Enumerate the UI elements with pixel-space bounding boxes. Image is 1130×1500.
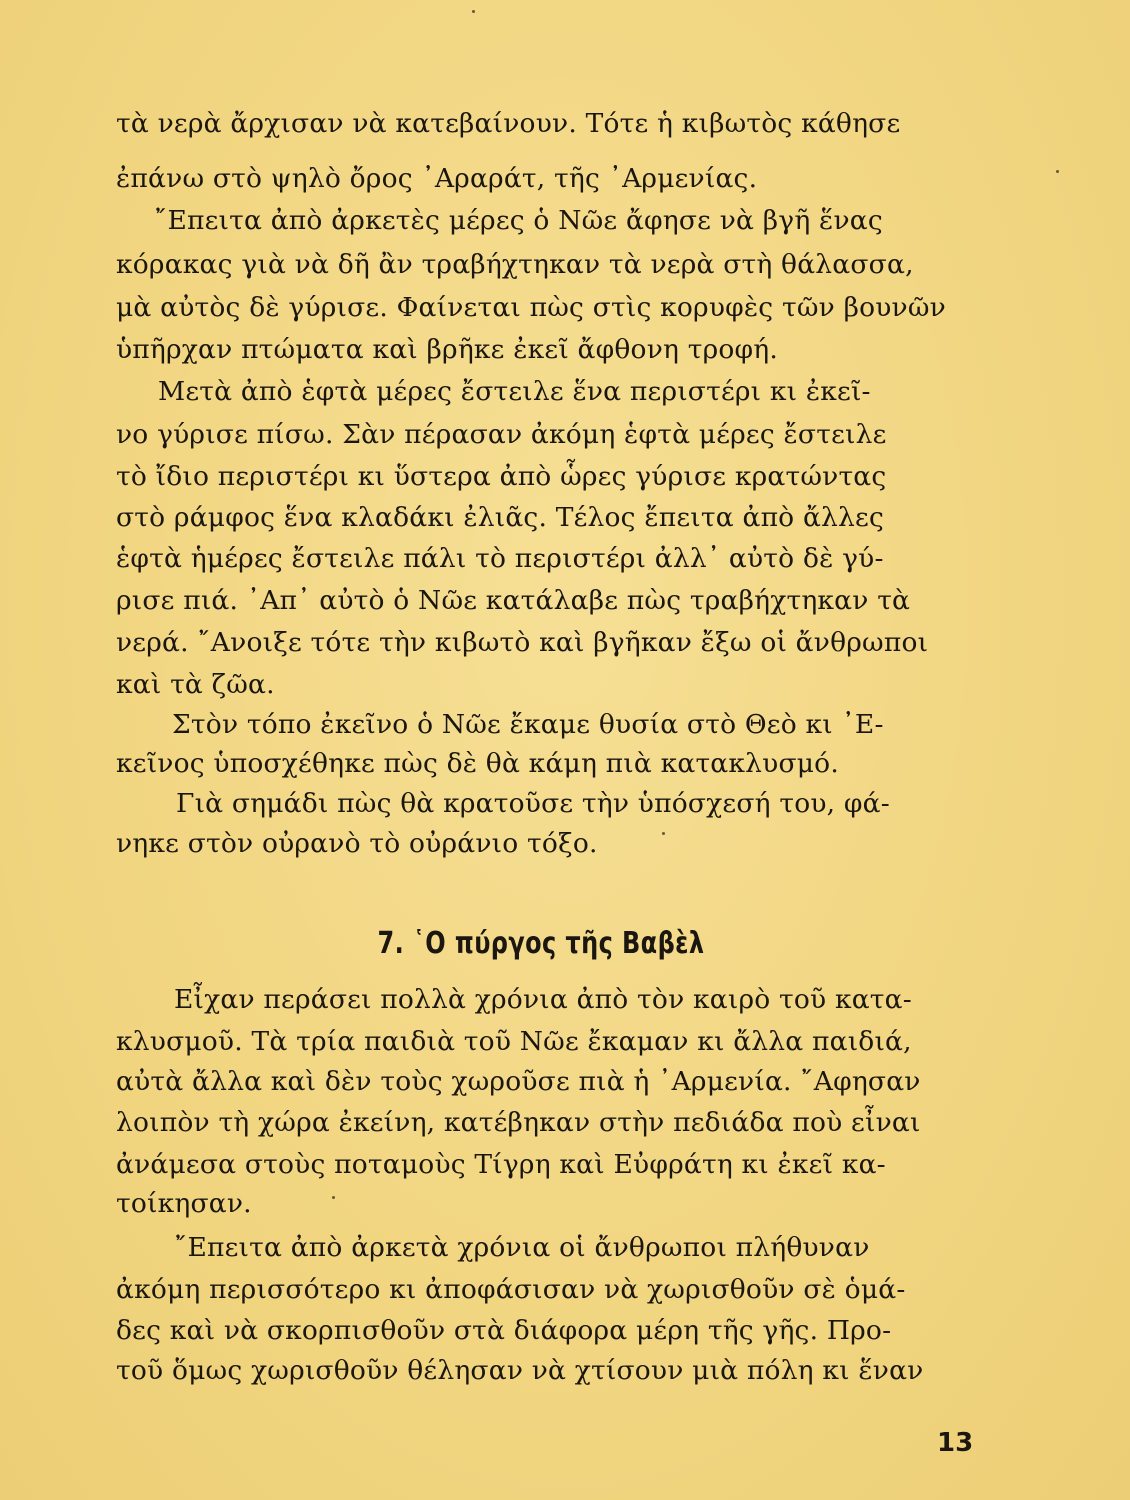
section-heading: 7. ῾Ο πύργος τῆς Βαβὲλ <box>377 926 705 961</box>
text-line: αὐτὰ ἄλλα καὶ δὲν τοὺς χωροῦσε πιὰ ἡ ᾿Αρμενία. ῎Αφησαν <box>116 1066 921 1097</box>
text-line: Γιὰ σημάδι πὼς θὰ κρατοῦσε τὴν ὑπόσχεσή του, φά- <box>176 788 890 819</box>
text-line: Εἶχαν περάσει πολλὰ χρόνια ἀπὸ τὸν καιρὸ τοῦ κατα- <box>174 984 912 1015</box>
text-line: τὰ νερὰ ἄρχισαν νὰ κατεβαίνουν. Τότε ἡ κιβωτὸς κάθησε <box>116 108 901 139</box>
text-line: κεῖνος ὑποσχέθηκε πὼς δὲ θὰ κάμη πιὰ κατακλυσμό. <box>116 748 839 779</box>
text-line: ἐπάνω στὸ ψηλὸ ὄρος ᾿Αραράτ, τῆς ᾿Αρμενίας. <box>116 163 758 194</box>
text-line: τοίκησαν. <box>116 1188 252 1219</box>
text-line: ρισε πιά. ᾿Απ᾿ αὐτὸ ὁ Νῶε κατάλαβε πὼς τραβήχτηκαν τὰ <box>116 585 911 616</box>
text-line: ἑφτὰ ἡμέρες ἔστειλε πάλι τὸ περιστέρι ἀλλ᾿ αὐτὸ δὲ γύ- <box>116 543 884 574</box>
scan-speck <box>1056 170 1059 173</box>
text-line: νηκε στὸν οὐρανὸ τὸ οὐράνιο τόξο. <box>116 828 598 859</box>
text-line: τὸ ἴδιο περιστέρι κι ὕστερα ἀπὸ ὧρες γύρισε κρατώντας <box>116 461 887 492</box>
scan-speck <box>332 1196 335 1199</box>
text-line: στὸ ράμφος ἕνα κλαδάκι ἐλιᾶς. Τέλος ἔπειτα ἀπὸ ἄλλες <box>116 502 885 533</box>
text-line: Στὸν τόπο ἐκεῖνο ὁ Νῶε ἔκαμε θυσία στὸ Θεὸ κι ᾿Ε- <box>172 709 884 740</box>
text-line: ῎Επειτα ἀπὸ ἀρκετὰ χρόνια οἱ ἄνθρωποι πλήθυναν <box>174 1232 870 1263</box>
scan-speck <box>662 832 665 835</box>
text-line: τοῦ ὅμως χωρισθοῦν θέλησαν νὰ χτίσουν μιὰ πόλη κι ἕναν <box>116 1355 924 1386</box>
text-line: νερά. ῎Ανοιξε τότε τὴν κιβωτὸ καὶ βγῆκαν ἔξω οἱ ἄνθρωποι <box>116 627 929 658</box>
scan-speck <box>472 10 475 13</box>
page-number: 13 <box>937 1428 974 1458</box>
text-line: ῎Επειτα ἀπὸ ἀρκετὲς μέρες ὁ Νῶε ἄφησε νὰ βγῆ ἕνας <box>154 205 883 236</box>
text-line: νο γύρισε πίσω. Σὰν πέρασαν ἀκόμη ἑφτὰ μέρες ἔστειλε <box>116 419 887 450</box>
text-line: καὶ τὰ ζῶα. <box>116 669 275 700</box>
text-line: μὰ αὐτὸς δὲ γύρισε. Φαίνεται πὼς στὶς κορυφὲς τῶν βουνῶν <box>116 292 946 323</box>
text-line: ἀκόμη περισσότερο κι ἀποφάσισαν νὰ χωρισθοῦν σὲ ὁμά- <box>116 1274 906 1305</box>
text-line: Μετὰ ἀπὸ ἑφτὰ μέρες ἔστειλε ἕνα περιστέρι κι ἐκεῖ- <box>158 376 871 407</box>
text-line: κόρακας γιὰ νὰ δῆ ἂν τραβήχτηκαν τὰ νερὰ στὴ θάλασσα, <box>116 249 914 280</box>
text-line: λοιπὸν τὴ χώρα ἐκείνη, κατέβηκαν στὴν πεδιάδα ποὺ εἶναι <box>116 1107 921 1138</box>
text-line: κλυσμοῦ. Τὰ τρία παιδιὰ τοῦ Νῶε ἔκαμαν κι ἄλλα παιδιά, <box>116 1026 912 1057</box>
text-line: ἀνάμεσα στοὺς ποταμοὺς Τίγρη καὶ Εὐφράτη κι ἐκεῖ κα- <box>116 1149 886 1180</box>
text-line: δες καὶ νὰ σκορπισθοῦν στὰ διάφορα μέρη τῆς γῆς. Προ- <box>116 1315 892 1346</box>
text-line: ὑπῆρχαν πτώματα καὶ βρῆκε ἐκεῖ ἄφθονη τροφή. <box>116 334 778 365</box>
